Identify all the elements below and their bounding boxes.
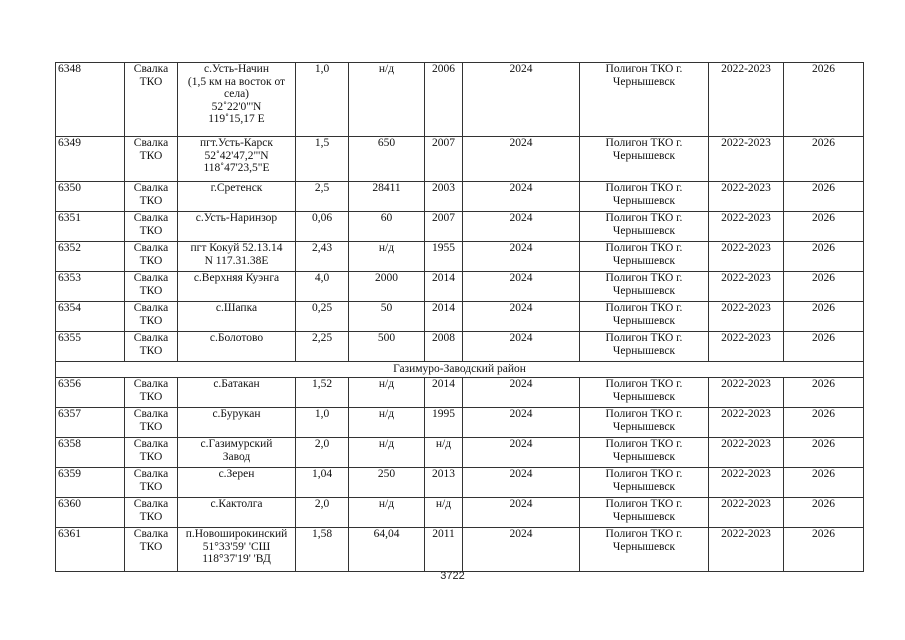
cell-target-landfill [580, 378, 709, 408]
cell-line: Чернышевск [612, 344, 676, 357]
cell-end-year: 2026 [784, 182, 864, 212]
cell-location [178, 528, 296, 572]
cell-line: г.Сретенск [210, 182, 263, 194]
cell-volume: н/д [349, 498, 425, 528]
cell-end-year: 2026 [784, 468, 864, 498]
cell-line: Свалка [133, 212, 169, 224]
cell-line: Чернышевск [612, 540, 676, 553]
cell-target-landfill [580, 212, 709, 242]
cell-area-ha: 1,52 [296, 378, 349, 408]
cell-closure-year: 2024 [463, 498, 580, 528]
cell-location [178, 408, 296, 438]
cell-location [178, 498, 296, 528]
cell-location [178, 63, 296, 137]
table-row [56, 137, 864, 182]
cell-location [178, 212, 296, 242]
cell-line: Свалка [133, 408, 169, 420]
cell-line: N 117.31.38E [204, 254, 269, 267]
cell-location [178, 438, 296, 468]
cell-line: (1,5 км на восток от [187, 75, 286, 88]
cell-end-year: 2026 [784, 408, 864, 438]
table-section [56, 362, 864, 378]
cell-line: Чернышевск [612, 194, 676, 207]
cell-area-ha: 1,0 [296, 408, 349, 438]
cell-target-landfill [580, 408, 709, 438]
cell-line: Полигон ТКО г. [605, 332, 683, 344]
cell-line: Свалка [133, 302, 169, 314]
cell-line: Свалка [133, 63, 169, 75]
cell-line: 118°37'19' 'ВД [202, 553, 271, 565]
cell-area-ha: 4,0 [296, 272, 349, 302]
cell-object-type [125, 302, 178, 332]
table-row [56, 378, 864, 408]
cell-closure-year: 2024 [463, 242, 580, 272]
cell-line: ТКО [139, 480, 163, 493]
cell-line: Свалка [133, 272, 169, 284]
cell-period: 2022-2023 [709, 408, 784, 438]
cell-record-id: 6358 [56, 438, 125, 468]
cell-start-year: 2014 [425, 272, 463, 302]
cell-location [178, 137, 296, 182]
cell-closure-year: 2024 [463, 302, 580, 332]
cell-line: с.Бурукан [212, 408, 261, 420]
table-row [56, 242, 864, 272]
cell-start-year: 2014 [425, 378, 463, 408]
cell-object-type [125, 242, 178, 272]
cell-line: Полигон ТКО г. [605, 182, 683, 194]
cell-line: Свалка [133, 332, 169, 344]
cell-record-id: 6359 [56, 468, 125, 498]
cell-record-id: 6354 [56, 302, 125, 332]
cell-line: 52˚22'0"'N [211, 100, 262, 113]
cell-line: Полигон ТКО г. [605, 408, 683, 420]
cell-end-year: 2026 [784, 272, 864, 302]
cell-volume: 650 [349, 137, 425, 182]
cell-line: ТКО [139, 420, 163, 433]
cell-area-ha: 2,0 [296, 498, 349, 528]
cell-line: Полигон ТКО г. [605, 468, 683, 480]
cell-area-ha: 2,0 [296, 438, 349, 468]
cell-line: 51°33'59' 'СШ [202, 540, 271, 553]
cell-period: 2022-2023 [709, 468, 784, 498]
table-body-part-1 [56, 63, 864, 362]
cell-object-type [125, 528, 178, 572]
cell-period: 2022-2023 [709, 378, 784, 408]
table-row [56, 182, 864, 212]
cell-line: 119˚15,17 Е [208, 113, 265, 125]
table-row [56, 498, 864, 528]
cell-line: Свалка [133, 137, 169, 149]
cell-start-year: 2007 [425, 212, 463, 242]
cell-line: 52˚42'47,2"'N [204, 149, 269, 162]
cell-volume: 50 [349, 302, 425, 332]
cell-start-year: 2006 [425, 63, 463, 137]
cell-end-year: 2026 [784, 63, 864, 137]
cell-line: пгт Кокуй 52.13.14 [190, 242, 283, 254]
cell-closure-year: 2024 [463, 272, 580, 302]
cell-end-year: 2026 [784, 302, 864, 332]
cell-object-type [125, 498, 178, 528]
cell-record-id: 6349 [56, 137, 125, 182]
cell-line: с.Усть-Наринзор [195, 212, 278, 224]
cell-period: 2022-2023 [709, 498, 784, 528]
cell-end-year: 2026 [784, 332, 864, 362]
cell-object-type [125, 182, 178, 212]
cell-line: с.Шапка [215, 302, 258, 314]
cell-line: ТКО [139, 224, 163, 237]
cell-line: села) [223, 88, 250, 100]
cell-target-landfill [580, 137, 709, 182]
cell-line: Полигон ТКО г. [605, 378, 683, 390]
cell-area-ha: 1,04 [296, 468, 349, 498]
cell-end-year: 2026 [784, 212, 864, 242]
cell-volume: 500 [349, 332, 425, 362]
cell-line: с.Усть-Начин [204, 63, 269, 75]
cell-record-id: 6351 [56, 212, 125, 242]
cell-record-id: 6350 [56, 182, 125, 212]
cell-target-landfill [580, 63, 709, 137]
cell-target-landfill [580, 498, 709, 528]
cell-line: 118˚47'23,5"E [203, 162, 270, 174]
cell-period: 2022-2023 [709, 332, 784, 362]
cell-line: ТКО [139, 254, 163, 267]
cell-start-year: 2007 [425, 137, 463, 182]
cell-line: Полигон ТКО г. [605, 528, 683, 540]
section-title: Газимуро-Заводский район [56, 362, 864, 378]
cell-line: Свалка [133, 242, 169, 254]
cell-volume: н/д [349, 378, 425, 408]
cell-line: Чернышевск [612, 420, 676, 433]
table-row [56, 468, 864, 498]
cell-object-type [125, 408, 178, 438]
cell-line: Полигон ТКО г. [605, 498, 683, 510]
cell-line: п.Новоширокинский [185, 528, 288, 540]
cell-start-year: 1995 [425, 408, 463, 438]
cell-closure-year: 2024 [463, 182, 580, 212]
cell-area-ha: 2,25 [296, 332, 349, 362]
cell-location [178, 302, 296, 332]
table-row [56, 528, 864, 572]
cell-line: с.Батакан [213, 378, 260, 390]
cell-line: с.Болотово [209, 332, 264, 344]
cell-line: Свалка [133, 498, 169, 510]
cell-object-type [125, 272, 178, 302]
cell-period: 2022-2023 [709, 438, 784, 468]
cell-start-year: 1955 [425, 242, 463, 272]
cell-object-type [125, 63, 178, 137]
cell-end-year: 2026 [784, 528, 864, 572]
cell-volume: н/д [349, 408, 425, 438]
cell-closure-year: 2024 [463, 408, 580, 438]
cell-object-type [125, 212, 178, 242]
cell-period: 2022-2023 [709, 272, 784, 302]
cell-object-type [125, 137, 178, 182]
cell-line: Чернышевск [612, 284, 676, 297]
cell-area-ha: 1,58 [296, 528, 349, 572]
cell-line: ТКО [139, 75, 163, 88]
cell-line: Полигон ТКО г. [605, 242, 683, 254]
cell-volume: н/д [349, 242, 425, 272]
cell-line: с.Верхняя Куэнга [193, 272, 280, 284]
cell-line: Свалка [133, 438, 169, 450]
cell-period: 2022-2023 [709, 528, 784, 572]
cell-record-id: 6353 [56, 272, 125, 302]
cell-line: Полигон ТКО г. [605, 63, 683, 75]
table-row [56, 212, 864, 242]
cell-line: Чернышевск [612, 254, 676, 267]
cell-end-year: 2026 [784, 378, 864, 408]
cell-closure-year: 2024 [463, 137, 580, 182]
cell-line: Чернышевск [612, 390, 676, 403]
cell-line: ТКО [139, 390, 163, 403]
cell-line: с.Газимурский [200, 438, 273, 450]
cell-line: с.Кактолга [210, 498, 263, 510]
cell-volume: 60 [349, 212, 425, 242]
cell-record-id: 6348 [56, 63, 125, 137]
cell-target-landfill [580, 242, 709, 272]
cell-location [178, 332, 296, 362]
cell-location [178, 272, 296, 302]
cell-line: Чернышевск [612, 450, 676, 463]
cell-period: 2022-2023 [709, 182, 784, 212]
cell-volume: 250 [349, 468, 425, 498]
table-row [56, 438, 864, 468]
cell-line: Свалка [133, 378, 169, 390]
cell-area-ha: 2,5 [296, 182, 349, 212]
cell-record-id: 6352 [56, 242, 125, 272]
cell-closure-year: 2024 [463, 63, 580, 137]
cell-area-ha: 2,43 [296, 242, 349, 272]
cell-volume: 64,04 [349, 528, 425, 572]
cell-closure-year: 2024 [463, 468, 580, 498]
cell-location [178, 182, 296, 212]
cell-object-type [125, 332, 178, 362]
cell-line: Чернышевск [612, 149, 676, 162]
cell-line: Полигон ТКО г. [605, 137, 683, 149]
cell-area-ha: 0,25 [296, 302, 349, 332]
cell-period: 2022-2023 [709, 302, 784, 332]
table-row [56, 272, 864, 302]
section-header-row [56, 362, 864, 378]
cell-area-ha: 0,06 [296, 212, 349, 242]
cell-line: ТКО [139, 194, 163, 207]
cell-line: ТКО [139, 284, 163, 297]
cell-record-id: 6357 [56, 408, 125, 438]
cell-target-landfill [580, 438, 709, 468]
page-number: 3722 [440, 570, 465, 582]
cell-target-landfill [580, 468, 709, 498]
cell-volume: 2000 [349, 272, 425, 302]
cell-area-ha: 1,0 [296, 63, 349, 137]
cell-line: Полигон ТКО г. [605, 302, 683, 314]
cell-start-year: 2011 [425, 528, 463, 572]
cell-record-id: 6361 [56, 528, 125, 572]
cell-target-landfill [580, 272, 709, 302]
cell-volume: н/д [349, 63, 425, 137]
cell-line: Полигон ТКО г. [605, 272, 683, 284]
cell-volume: н/д [349, 438, 425, 468]
cell-period: 2022-2023 [709, 63, 784, 137]
cell-closure-year: 2024 [463, 438, 580, 468]
cell-object-type [125, 468, 178, 498]
cell-location [178, 242, 296, 272]
cell-line: пгт.Усть-Карск [200, 137, 273, 149]
table-row [56, 408, 864, 438]
cell-start-year: 2003 [425, 182, 463, 212]
cell-location [178, 378, 296, 408]
cell-line: Полигон ТКО г. [605, 212, 683, 224]
cell-line: Чернышевск [612, 75, 676, 88]
cell-line: ТКО [139, 344, 163, 357]
cell-line: Чернышевск [612, 480, 676, 493]
table-row [56, 302, 864, 332]
cell-target-landfill [580, 332, 709, 362]
cell-line: Чернышевск [612, 224, 676, 237]
cell-line: Завод [222, 450, 251, 463]
cell-target-landfill [580, 182, 709, 212]
cell-target-landfill [580, 302, 709, 332]
cell-period: 2022-2023 [709, 242, 784, 272]
cell-closure-year: 2024 [463, 212, 580, 242]
cell-volume: 28411 [349, 182, 425, 212]
table-row [56, 63, 864, 137]
cell-end-year: 2026 [784, 242, 864, 272]
cell-line: Чернышевск [612, 510, 676, 523]
cell-start-year: 2014 [425, 302, 463, 332]
table-row [56, 332, 864, 362]
cell-line: с.Зерен [218, 468, 255, 480]
cell-object-type [125, 378, 178, 408]
cell-line: Свалка [133, 528, 169, 540]
cell-period: 2022-2023 [709, 137, 784, 182]
landfill-register-table [55, 62, 864, 572]
cell-record-id: 6360 [56, 498, 125, 528]
cell-line: Свалка [133, 182, 169, 194]
cell-start-year: 2013 [425, 468, 463, 498]
cell-location [178, 468, 296, 498]
cell-closure-year: 2024 [463, 332, 580, 362]
cell-line: ТКО [139, 314, 163, 327]
cell-line: Чернышевск [612, 314, 676, 327]
cell-period: 2022-2023 [709, 212, 784, 242]
table-body-part-2 [56, 378, 864, 572]
cell-line: ТКО [139, 540, 163, 553]
cell-start-year: н/д [425, 438, 463, 468]
cell-area-ha: 1,5 [296, 137, 349, 182]
cell-closure-year: 2024 [463, 528, 580, 572]
cell-object-type [125, 438, 178, 468]
cell-end-year: 2026 [784, 498, 864, 528]
cell-record-id: 6355 [56, 332, 125, 362]
cell-line: ТКО [139, 450, 163, 463]
cell-start-year: н/д [425, 498, 463, 528]
cell-line: ТКО [139, 149, 163, 162]
cell-record-id: 6356 [56, 378, 125, 408]
cell-end-year: 2026 [784, 137, 864, 182]
cell-line: Полигон ТКО г. [605, 438, 683, 450]
cell-closure-year: 2024 [463, 378, 580, 408]
cell-start-year: 2008 [425, 332, 463, 362]
cell-target-landfill [580, 528, 709, 572]
cell-line: Свалка [133, 468, 169, 480]
cell-line: ТКО [139, 510, 163, 523]
cell-end-year: 2026 [784, 438, 864, 468]
